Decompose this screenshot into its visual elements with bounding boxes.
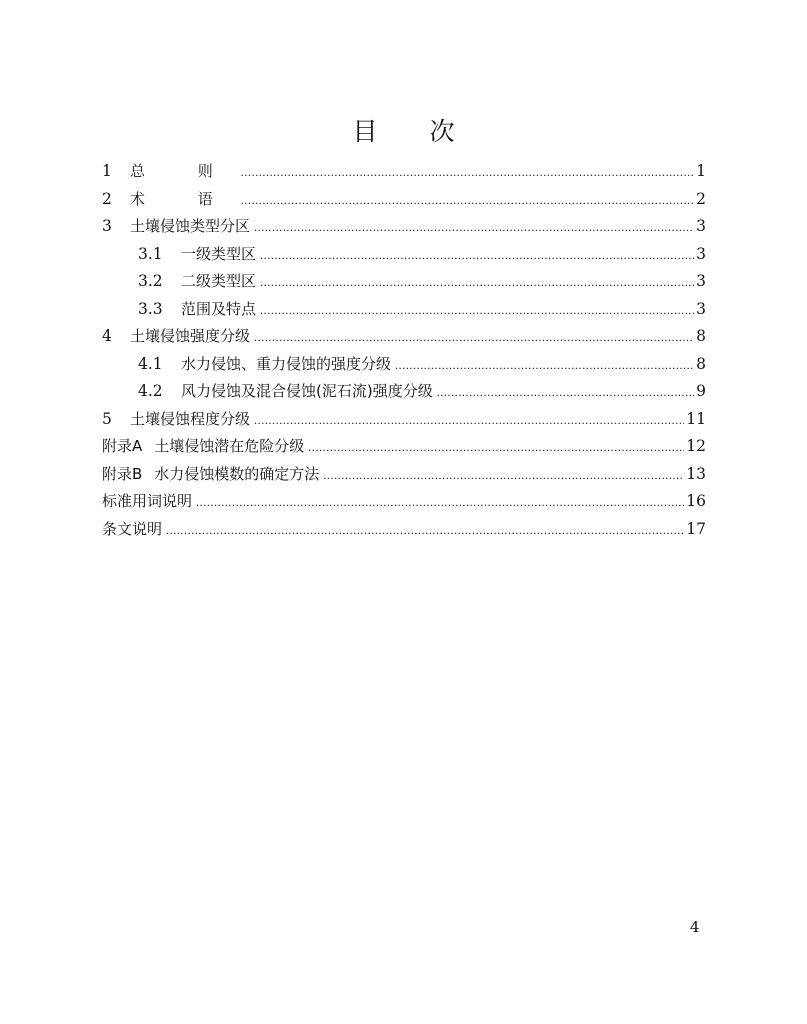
toc-page: 3 [696,217,706,235]
toc-entry-clause-explanation[interactable] [102,516,706,544]
toc-entry-3-2[interactable] [102,268,706,296]
toc-number: 4 [102,327,112,345]
table-of-contents [102,158,706,543]
toc-page: 12 [686,437,706,455]
dot-leader [260,242,694,270]
toc-entry-appendix-a[interactable] [102,433,706,461]
toc-page: 13 [686,464,706,483]
dot-leader [254,324,694,352]
toc-number: 3 [102,217,112,235]
toc-number: 4.1 [138,354,163,373]
toc-number: 附录A [102,437,143,455]
toc-number: 3.1 [138,244,163,263]
toc-number: 2 [102,189,112,208]
dot-leader [254,407,684,435]
toc-page: 3 [696,272,706,290]
toc-label: 水力侵蚀、重力侵蚀的强度分级 [181,354,392,373]
toc-page: 3 [696,244,706,263]
dot-leader [254,214,694,242]
toc-entry-3-1[interactable] [102,241,706,269]
dot-leader [196,489,684,517]
toc-number: 附录B [102,464,143,483]
toc-label: 土壤侵蚀类型分区 [130,217,251,235]
toc-entry-4[interactable] [102,323,706,351]
toc-page: 3 [696,299,706,318]
toc-label: 土壤侵蚀潜在危险分级 [154,437,305,455]
dot-leader [395,352,694,380]
dot-leader [260,297,694,325]
toc-number: 1 [102,162,112,180]
toc-page: 17 [686,519,706,538]
toc-entry-2[interactable] [102,186,706,214]
page-title: 目 次 [352,117,477,146]
toc-page: 9 [696,382,706,400]
page-number: 4 [690,918,700,936]
toc-entry-4-1[interactable] [102,351,706,379]
toc-entry-appendix-b[interactable] [102,461,706,489]
toc-page: 11 [686,409,706,428]
toc-number: 5 [102,409,112,428]
toc-page: 16 [686,492,706,510]
toc-entry-3[interactable] [102,213,706,241]
toc-label: 土壤侵蚀程度分级 [130,409,251,428]
dot-leader [260,269,694,297]
toc-page: 1 [696,162,706,180]
toc-number: 3.3 [138,299,163,318]
toc-label: 条文说明 [102,519,163,538]
toc-label: 一级类型区 [181,244,257,263]
toc-entry-5[interactable] [102,406,706,434]
dot-leader [308,434,684,462]
dot-leader [323,462,684,490]
dot-leader [166,517,684,545]
toc-entry-3-3[interactable] [102,296,706,324]
toc-label: 总 则 [130,162,237,180]
dot-leader [241,187,694,215]
toc-page: 2 [696,189,706,208]
toc-label: 范围及特点 [181,299,257,318]
toc-label: 二级类型区 [181,272,257,290]
toc-label: 水力侵蚀模数的确定方法 [154,464,320,483]
dot-leader [437,379,694,407]
toc-page: 8 [696,327,706,345]
toc-page: 8 [696,354,706,373]
toc-entry-1[interactable] [102,158,706,186]
toc-entry-4-2[interactable] [102,378,706,406]
toc-number: 3.2 [138,272,163,290]
toc-label: 标准用词说明 [102,492,193,510]
toc-entry-standard-terms[interactable] [102,488,706,516]
dot-leader [241,159,694,187]
toc-number: 4.2 [138,382,163,400]
toc-label: 风力侵蚀及混合侵蚀(泥石流)强度分级 [181,382,433,400]
toc-label: 术 语 [130,189,237,208]
toc-label: 土壤侵蚀强度分级 [130,327,251,345]
